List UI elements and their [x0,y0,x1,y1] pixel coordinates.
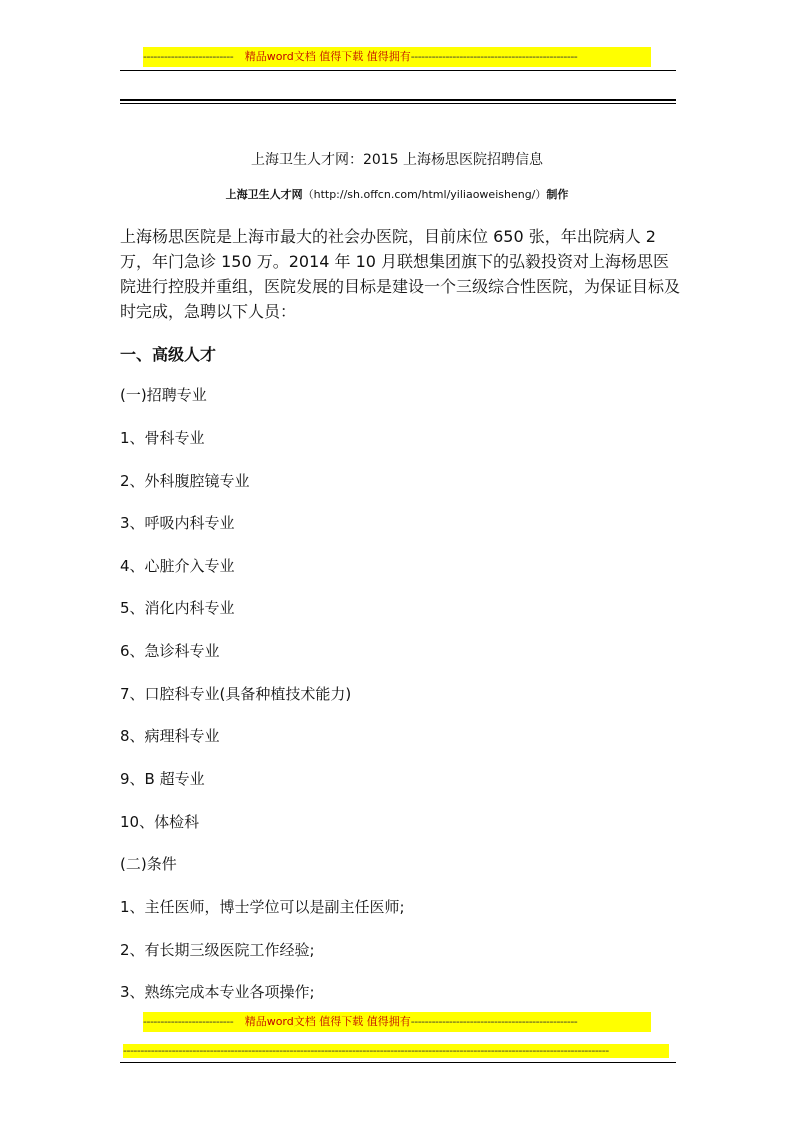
list-item: 10、体检科 [120,813,200,831]
footer-dash-line: -------------------------------------------------------------------------------------------------------------------------------------------- [123,1044,609,1057]
footer-rule [120,1062,676,1063]
subheading-recruit-specialties: (一)招聘专业 [120,386,207,404]
list-item: 2、外科腹腔镜专业 [120,472,250,490]
banner-dashes-right: ------------------------------------------------ [410,50,578,63]
footer-banner-dashes-right: ------------------------------------------------ [410,1015,578,1028]
header-rule-double-1 [120,99,676,101]
list-item: 1、骨科专业 [120,429,205,447]
header-rule-double-2 [120,103,676,104]
footer-banner-label-part2: 文档 值得下载 值得拥有 [293,1015,411,1028]
header-banner [143,47,651,67]
footer-banner-label-word: word [266,1015,294,1028]
header-rule-thin [120,70,676,71]
list-item: 8、病理科专业 [120,727,220,745]
section-heading-senior-talent: 一、高级人才 [120,345,217,364]
subtitle-url: （http://sh.offcn.com/html/yiliaoweisheng/） [302,188,547,201]
footer-banner-dashes-left: -------------------------- [143,1015,234,1028]
list-item: 9、B 超专业 [120,770,205,788]
banner-label-part2: 文档 值得下载 值得拥有 [293,50,411,63]
subtitle-made-by: 制作 [546,188,569,201]
footer-banner-dashes [123,1044,669,1058]
banner-label-word: word [266,50,294,63]
footer-banner [143,1012,651,1032]
list-item: 5、消化内科专业 [120,599,235,617]
page-title: 上海卫生人才网：2015 上海杨思医院招聘信息 [250,152,544,168]
footer-banner-label-part1: 精品 [244,1015,267,1028]
list-item: 7、口腔科专业(具备种植技术能力) [120,685,352,703]
list-item: 3、呼吸内科专业 [120,514,235,532]
list-item: 6、急诊科专业 [120,642,220,660]
banner-label-part1: 精品 [244,50,267,63]
condition-item: 1、主任医师，博士学位可以是副主任医师; [120,898,405,916]
intro-paragraph: 上海杨思医院是上海市最大的社会办医院，目前床位 650 张，年出院病人 2 万，年门急诊 150 万。2014 年 10 月联想集团旗下的弘毅投资对上海杨思医院进行控股并重组，医院发展的目标是建设一个三级综合性医院，为保证目标及时完成，急聘以下人员： [120,227,681,321]
subheading-conditions: (二)条件 [120,855,177,873]
condition-item: 3、熟练完成本专业各项操作; [120,983,315,1001]
banner-dashes-left: -------------------------- [143,50,234,63]
list-item: 4、心脏介入专业 [120,557,235,575]
page-subtitle [0,186,794,202]
condition-item: 2、有长期三级医院工作经验; [120,941,315,959]
subtitle-site-name: 上海卫生人才网 [225,188,303,201]
